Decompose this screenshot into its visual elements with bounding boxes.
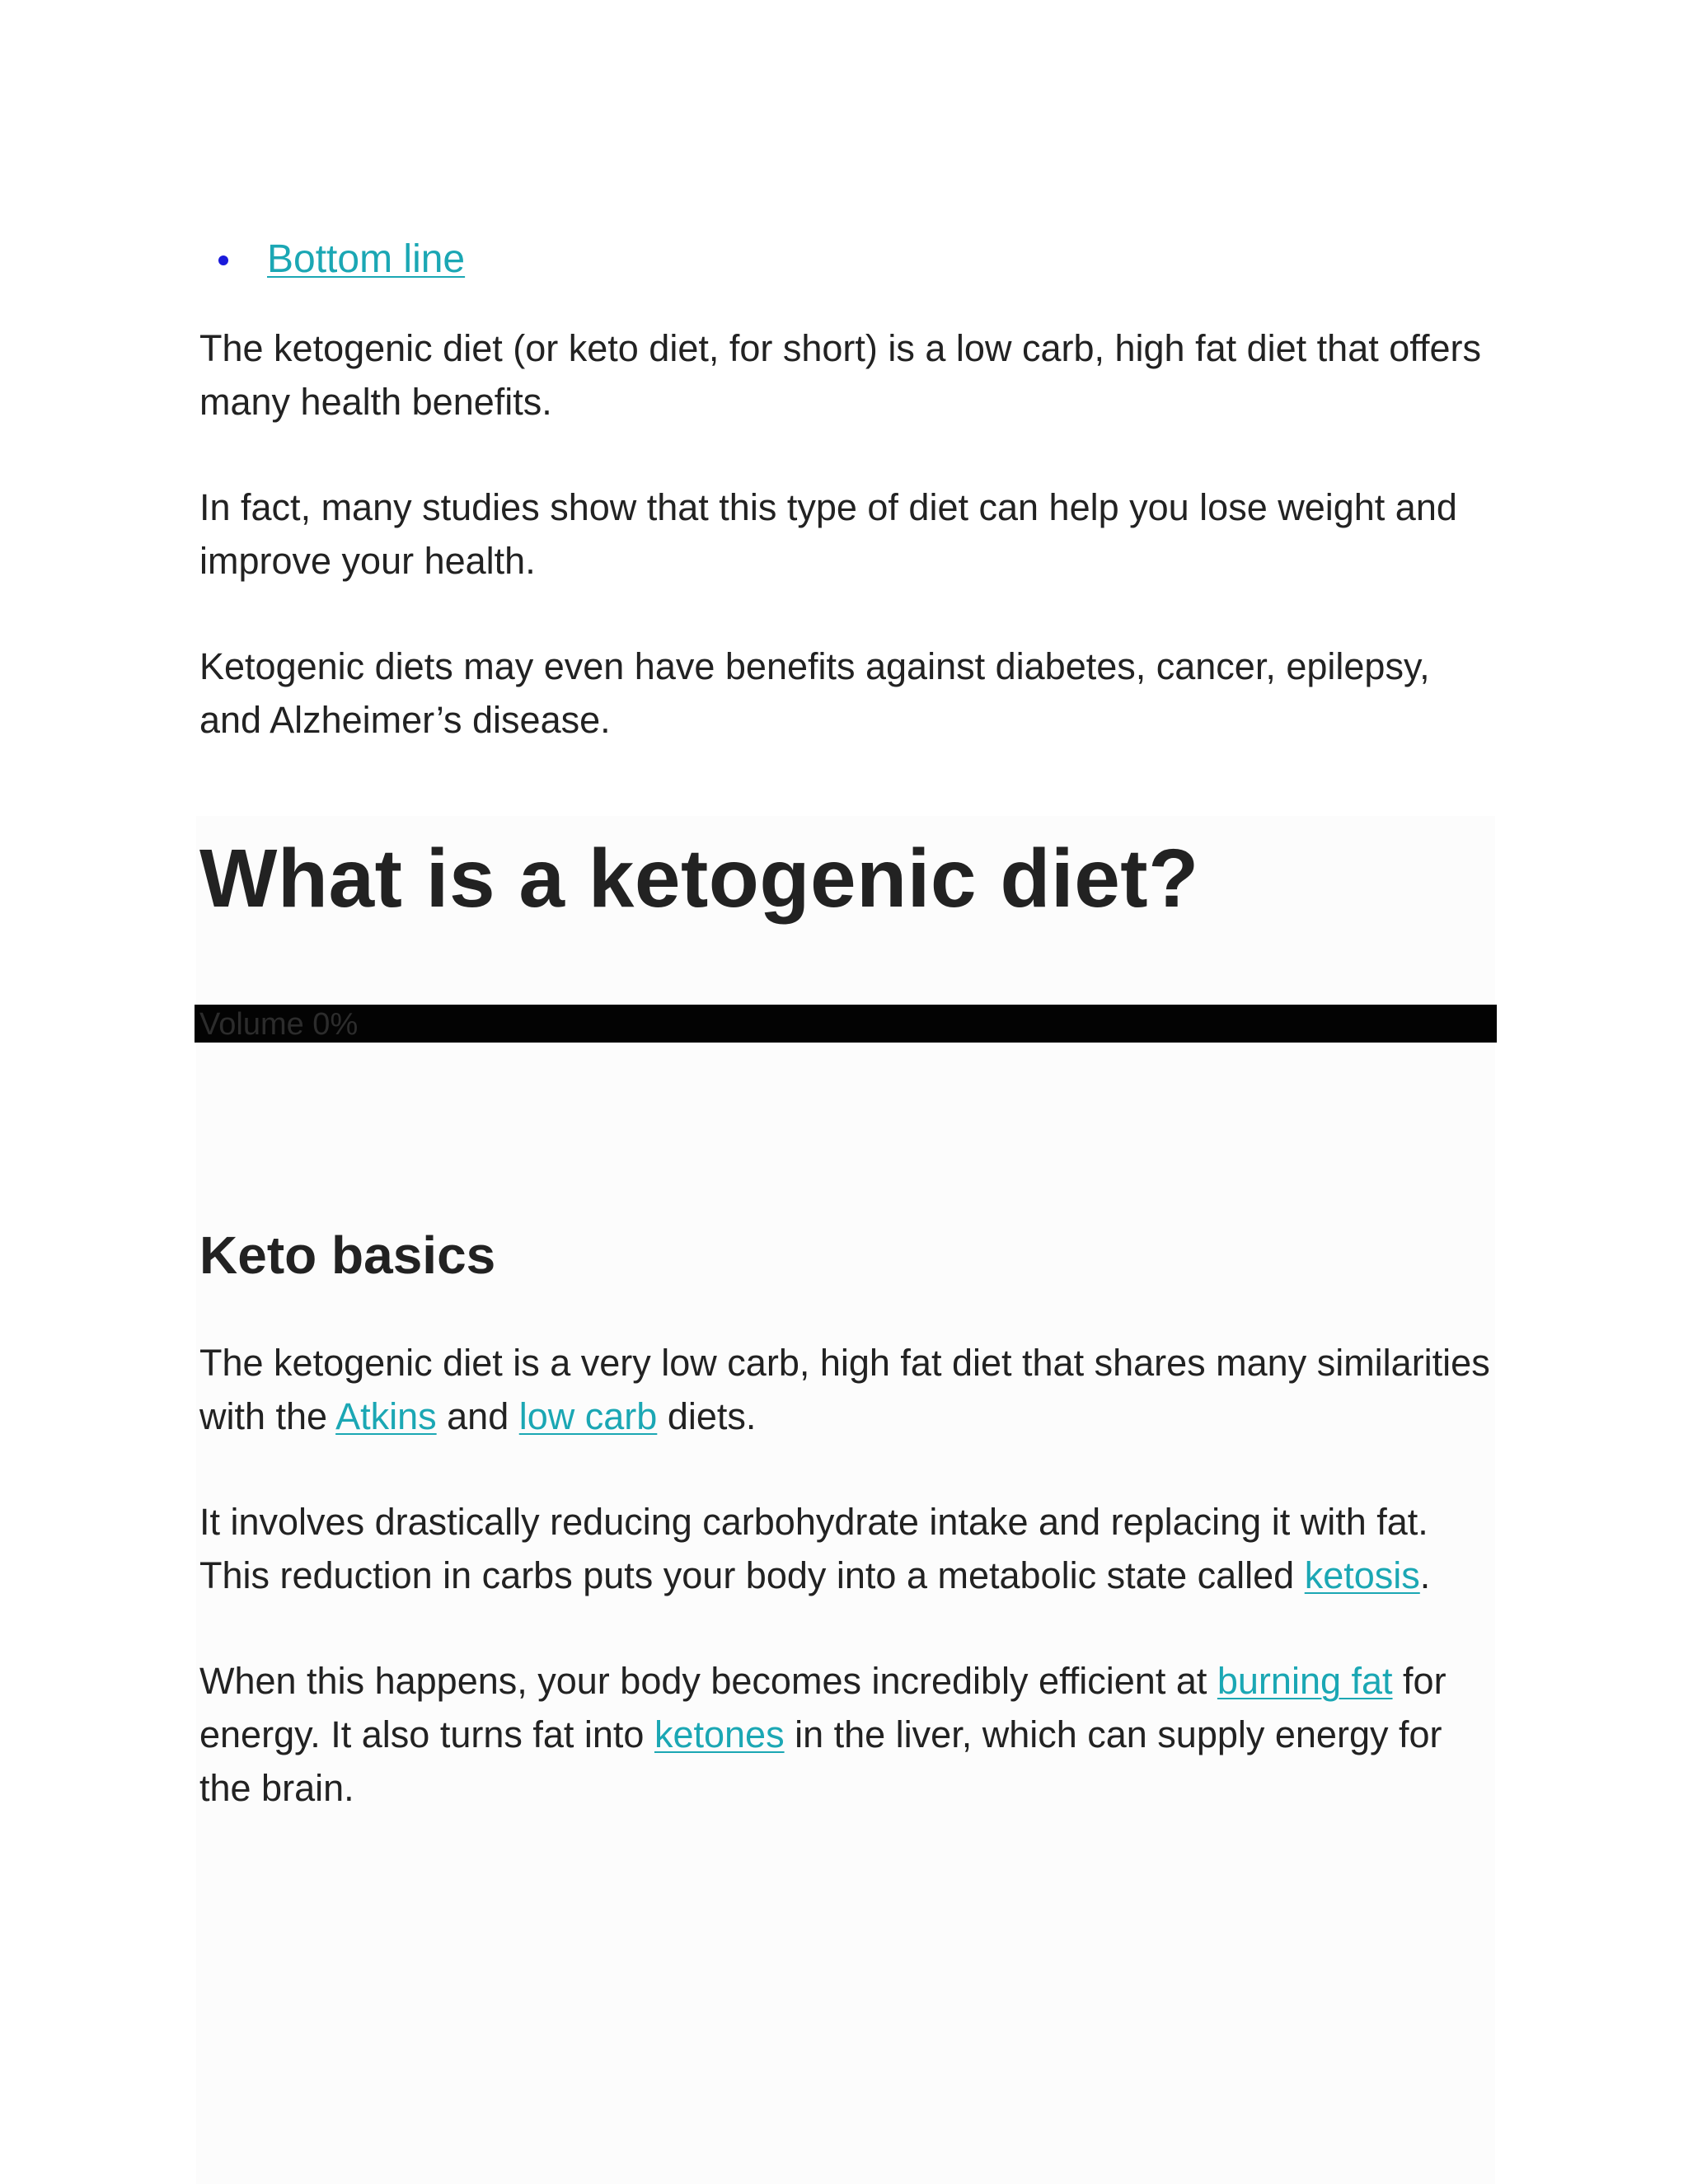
subsection-heading: Keto basics: [199, 1226, 496, 1285]
paragraph-text: and: [436, 1395, 519, 1437]
link-ketosis[interactable]: ketosis: [1304, 1554, 1420, 1596]
keto-paragraph-1: [199, 1336, 1493, 1443]
paragraph-text: .: [1419, 1554, 1431, 1596]
link-low-carb[interactable]: low carb: [518, 1395, 658, 1437]
toc-link-bottom-line[interactable]: Bottom line: [267, 237, 466, 281]
paragraph-text: diets.: [657, 1395, 757, 1437]
bullet-icon: [218, 255, 228, 265]
keto-paragraph-2: [199, 1495, 1493, 1602]
paragraph-text: It involves drastically reducing carbohydrate intake and replacing it with fat. This reduction in carbs puts your body into a metabolic state called: [199, 1501, 1428, 1596]
section-heading: What is a ketogenic diet?: [199, 832, 1199, 925]
intro-paragraph-3: Ketogenic diets may even have benefits against diabetes, cancer, epilepsy, and Alzheimer’s disease.: [199, 645, 1430, 741]
paragraph-text: The ketogenic diet is a very low carb, high fat diet that shares many similarities with the: [199, 1342, 1490, 1437]
table-of-contents: [199, 223, 1493, 297]
intro-paragraph-2: In fact, many studies show that this type of diet can help you lose weight and improve your health.: [199, 486, 1457, 582]
paragraph-text: When this happens, your body becomes incredibly efficient at: [199, 1660, 1217, 1702]
keto-paragraph-3: [199, 1654, 1493, 1815]
paragraph-text: for energy. It also turns fat into: [199, 1660, 1447, 1755]
video-player-controls[interactable]: [195, 1005, 1497, 1043]
article-content: [199, 223, 1493, 1815]
paragraph-text: in the liver, which can supply energy for the brain.: [199, 1713, 1442, 1809]
intro-paragraph-1: The ketogenic diet (or keto diet, for short) is a low carb, high fat diet that offers many health benefits.: [199, 327, 1481, 423]
toc-item: [199, 223, 1493, 297]
volume-label[interactable]: Volume 0%: [199, 1007, 359, 1042]
link-atkins[interactable]: Atkins: [335, 1395, 437, 1437]
link-burning-fat[interactable]: burning fat: [1217, 1660, 1393, 1702]
link-ketones[interactable]: ketones: [654, 1713, 785, 1755]
